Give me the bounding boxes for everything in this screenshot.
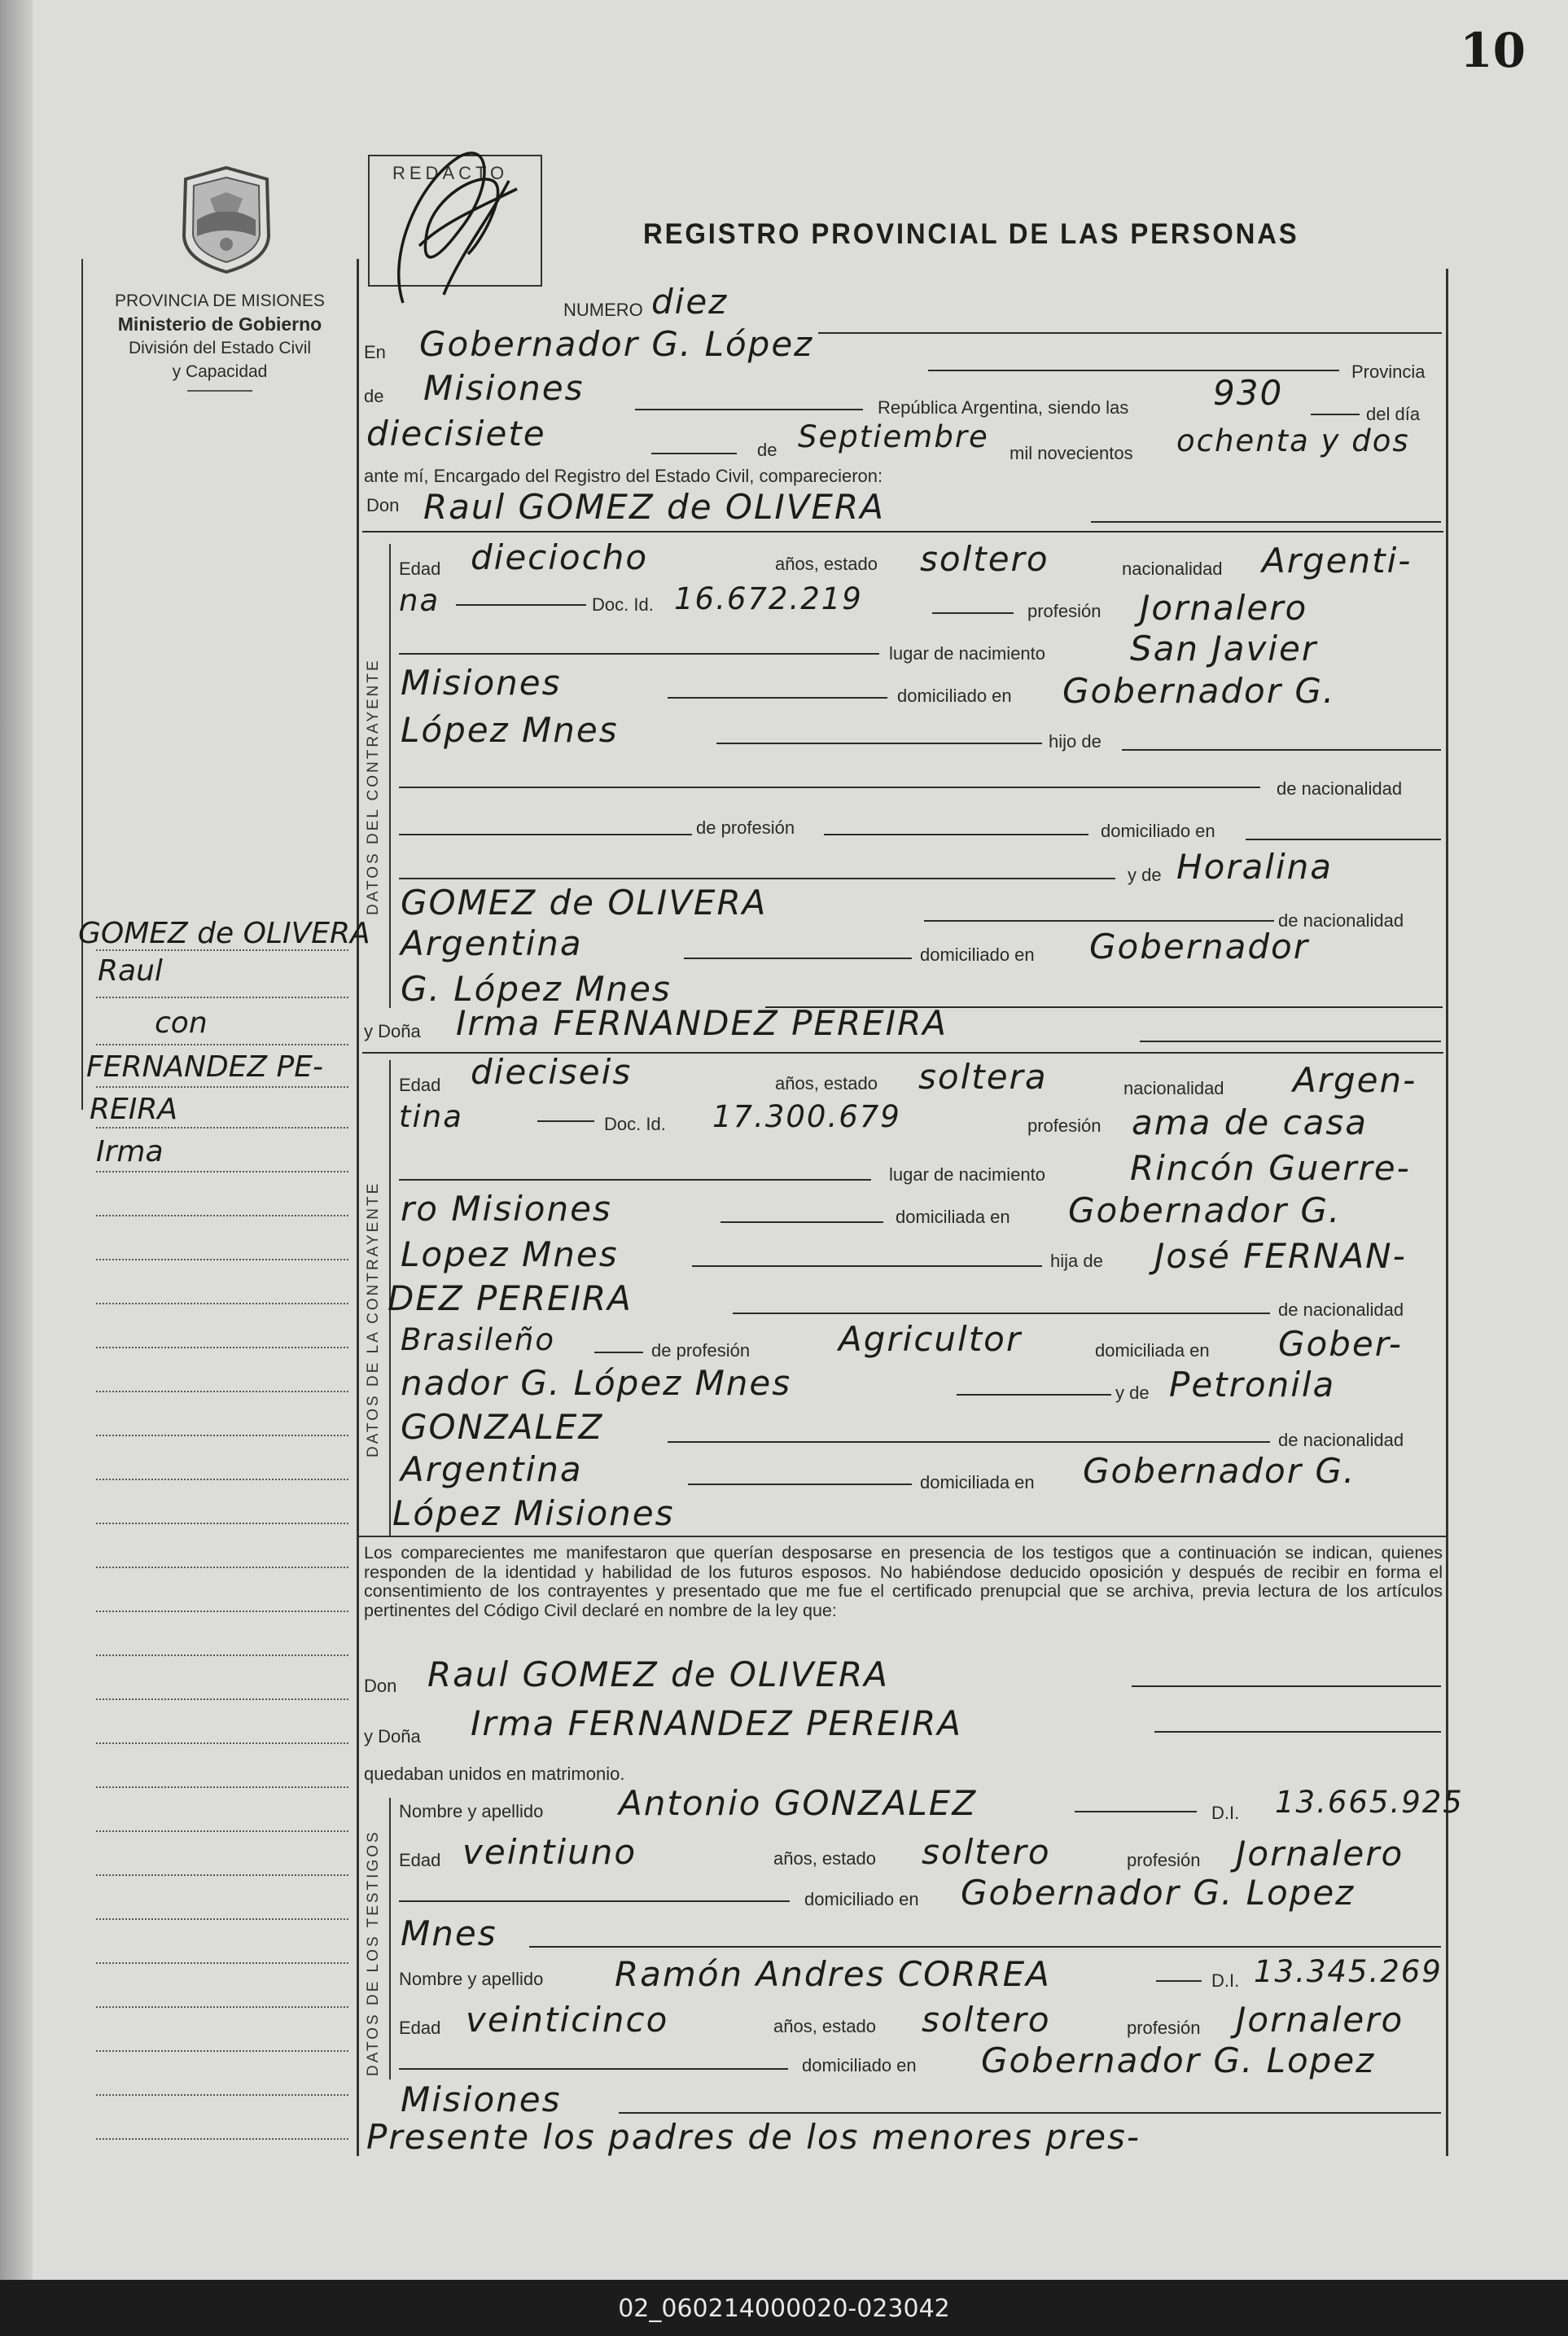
groom-mother-domicile-2: G. López Mnes bbox=[401, 969, 672, 1009]
margin-rule bbox=[96, 1435, 348, 1436]
bride-domicile-label: domiciliada en bbox=[896, 1207, 1010, 1227]
bride-mother-fill-line bbox=[668, 1441, 1270, 1443]
groom-doc-number: 16.672.219 bbox=[674, 581, 863, 616]
margin-rule bbox=[96, 1391, 348, 1392]
witness-section-label: DATOS DE LOS TESTIGOS bbox=[365, 1830, 382, 2076]
margin-rule bbox=[96, 1086, 348, 1088]
witness-1-estado-label: años, estado bbox=[773, 1848, 876, 1869]
groom-age: dieciocho bbox=[471, 537, 649, 577]
margin-rule bbox=[96, 2094, 348, 2096]
redacto-label: REDACTO bbox=[392, 163, 509, 183]
groom-father-nationality-label: de nacionalidad bbox=[1277, 778, 1403, 799]
groom-mother-label: y de bbox=[1128, 865, 1162, 885]
header-divider bbox=[187, 390, 252, 392]
groom-father-fill-line bbox=[1122, 749, 1441, 751]
year-value: ochenta y dos bbox=[1176, 423, 1410, 458]
bride-mother-label: y de bbox=[1115, 1383, 1150, 1403]
bride-father-domicile-1: Gober- bbox=[1278, 1324, 1403, 1364]
groom-nationality-1: Argenti- bbox=[1262, 541, 1413, 581]
margin-rule bbox=[96, 1654, 348, 1656]
groom-doc-label: Doc. Id. bbox=[592, 594, 654, 615]
scan-reference-code: 02_060214000020-023042 bbox=[618, 2294, 950, 2323]
closing-note: Presente los padres de los menores pres- bbox=[366, 2117, 1141, 2157]
witness-2-profesion-label: profesión bbox=[1127, 2018, 1201, 2038]
bride-father-1: José FERNAN- bbox=[1154, 1236, 1407, 1276]
groom-domicile-label: domiciliado en bbox=[897, 686, 1012, 706]
bride-birthplace-label: lugar de nacimiento bbox=[889, 1164, 1046, 1185]
province-label: PROVINCIA DE MISIONES bbox=[115, 291, 325, 310]
bride-estado-label: años, estado bbox=[775, 1073, 878, 1093]
groom-section-bracket bbox=[389, 544, 391, 1008]
declaration-groom-name: Raul GOMEZ de OLIVERA bbox=[427, 1654, 889, 1694]
groom-father-profession-label: de profesión bbox=[696, 817, 795, 838]
initials-signature bbox=[370, 132, 533, 327]
bride-hija-de-label: hija de bbox=[1050, 1251, 1103, 1271]
month-value: Septiembre bbox=[798, 419, 989, 454]
bride-mother-domicile-1: Gobernador G. bbox=[1083, 1451, 1356, 1491]
bride-profesion-label: profesión bbox=[1027, 1115, 1102, 1136]
en-label: En bbox=[364, 342, 386, 362]
witness-1-domicile-label: domiciliado en bbox=[804, 1889, 919, 1909]
margin-rule bbox=[96, 1918, 348, 1920]
margin-rule bbox=[96, 2050, 348, 2052]
margin-rule bbox=[96, 1567, 348, 1568]
bride-section-label: DATOS DE LA CONTRAYENTE bbox=[365, 1181, 382, 1457]
witness-section-bracket bbox=[389, 1798, 391, 2080]
bride-mother-2: GONZALEZ bbox=[401, 1407, 604, 1447]
bride-father-nationality-fill-line bbox=[594, 1352, 643, 1353]
witness-1-domicile-2-fill-line bbox=[529, 1946, 1441, 1948]
numero-label: NUMERO bbox=[563, 300, 643, 320]
groom-name-fill-line bbox=[1091, 521, 1441, 523]
bride-nationality-fill-line bbox=[537, 1120, 594, 1122]
bride-edad-label: Edad bbox=[399, 1075, 441, 1095]
witness-1-profesion-label: profesión bbox=[1127, 1850, 1201, 1870]
left-form-border bbox=[357, 259, 359, 2156]
bride-mother-nationality-label: de nacionalidad bbox=[1278, 1430, 1404, 1450]
margin-rule bbox=[96, 2006, 348, 2008]
province-fill-line bbox=[635, 409, 863, 410]
groom-civil-status: soltero bbox=[920, 539, 1049, 579]
declaration-bride-fill-line bbox=[1154, 1731, 1441, 1733]
margin-rule bbox=[96, 1171, 348, 1172]
bride-name: Irma FERNANDEZ PEREIRA bbox=[456, 1003, 948, 1043]
witness-1-di-label: D.I. bbox=[1211, 1803, 1240, 1823]
republica-label: República Argentina, siendo las bbox=[878, 397, 1129, 418]
groom-name-rule bbox=[362, 531, 1443, 533]
witness-1-name-fill-line bbox=[1075, 1811, 1197, 1812]
margin-rule bbox=[96, 1698, 348, 1700]
margin-rule bbox=[96, 1611, 348, 1612]
groom-nationality-2: na bbox=[399, 583, 440, 618]
groom-domicile-fill-line bbox=[668, 697, 887, 699]
bride-age: dieciseis bbox=[471, 1052, 633, 1092]
groom-estado-label: años, estado bbox=[775, 554, 878, 574]
groom-name: Raul GOMEZ de OLIVERA bbox=[423, 487, 885, 527]
location-fill-line bbox=[928, 370, 1339, 371]
bride-nationality-2: tina bbox=[399, 1099, 463, 1134]
witness-1-domicile-fill-line bbox=[399, 1900, 790, 1902]
groom-father-nationality-fill-line bbox=[399, 834, 692, 835]
witness-2-di: 13.345.269 bbox=[1254, 1954, 1443, 1989]
witness-2-domicile-fill-line bbox=[399, 2068, 788, 2070]
provincial-seal-icon bbox=[177, 163, 275, 277]
bride-father-profession: Agricultor bbox=[839, 1319, 1023, 1359]
witness-1-di: 13.665.925 bbox=[1275, 1785, 1464, 1820]
declaration-groom-fill-line bbox=[1132, 1685, 1441, 1687]
margin-note-line-2: Raul bbox=[98, 954, 163, 988]
declaration-don-label: Don bbox=[364, 1676, 397, 1696]
groom-domicile-2-fill-line bbox=[716, 743, 1042, 744]
bride-section-divider bbox=[358, 1536, 1446, 1537]
groom-father-domicile-fill-line bbox=[1246, 839, 1441, 840]
witness-1-name-label: Nombre y apellido bbox=[399, 1801, 544, 1821]
provincia-label: Provincia bbox=[1351, 362, 1426, 382]
margin-rule bbox=[96, 1127, 348, 1129]
groom-profession: Jornalero bbox=[1140, 588, 1308, 628]
bride-profession: ama de casa bbox=[1132, 1102, 1369, 1142]
witness-2-domicile-1: Gobernador G. Lopez bbox=[981, 2040, 1376, 2080]
bride-father-domicile-2-fill-line bbox=[957, 1394, 1111, 1396]
bride-father-nationality: Brasileño bbox=[401, 1322, 555, 1357]
bride-birthplace-2: ro Misiones bbox=[401, 1189, 612, 1229]
margin-rule bbox=[96, 1044, 348, 1045]
bride-birthplace-fill-line bbox=[399, 1179, 871, 1181]
hour-value: 930 bbox=[1213, 373, 1284, 413]
right-form-border bbox=[1446, 269, 1448, 2156]
groom-domicile-1: Gobernador G. bbox=[1062, 671, 1336, 711]
margin-rule bbox=[96, 1215, 348, 1216]
groom-mother-nationality: Argentina bbox=[401, 923, 583, 963]
margin-rule bbox=[96, 1523, 348, 1524]
groom-birthplace-2: Misiones bbox=[401, 663, 562, 703]
mil-novecientos-label: mil novecientos bbox=[1010, 443, 1133, 463]
bride-doc-number: 17.300.679 bbox=[712, 1099, 901, 1134]
witness-2-domicile-label: domiciliado en bbox=[802, 2055, 917, 2075]
witness-1-profession: Jornalero bbox=[1236, 1834, 1404, 1874]
page-binding-edge bbox=[0, 0, 33, 2280]
bride-father-nationality-label: de nacionalidad bbox=[1278, 1299, 1404, 1320]
groom-mother-nationality-label: de nacionalidad bbox=[1278, 910, 1404, 931]
bride-domicile-1: Gobernador G. bbox=[1068, 1190, 1342, 1230]
witness-1-name: Antonio GONZALEZ bbox=[619, 1783, 978, 1823]
groom-mother-domicile-1: Gobernador bbox=[1089, 927, 1309, 966]
groom-birthplace-1: San Javier bbox=[1130, 629, 1318, 668]
margin-rule bbox=[96, 1874, 348, 1876]
matrimony-statement: quedaban unidos en matrimonio. bbox=[364, 1764, 625, 1784]
numero-fill-line bbox=[818, 332, 1442, 334]
margin-note-line-4: FERNANDEZ PE- bbox=[86, 1050, 323, 1084]
hour-fill-line bbox=[1311, 414, 1360, 415]
page-number: 10 bbox=[1460, 23, 1526, 78]
margin-rule bbox=[96, 1479, 348, 1480]
issuer-block bbox=[81, 289, 358, 392]
dona-label: y Doña bbox=[364, 1021, 421, 1041]
margin-rule bbox=[96, 1303, 348, 1304]
groom-domicile-2: López Mnes bbox=[401, 710, 619, 750]
ministry-label: Ministerio de Gobierno bbox=[117, 313, 322, 335]
margin-rule bbox=[96, 1786, 348, 1788]
groom-mother-2: GOMEZ de OLIVERA bbox=[401, 883, 768, 923]
bride-civil-status: soltera bbox=[918, 1057, 1048, 1097]
witness-2-civil-status: soltero bbox=[922, 2000, 1051, 2040]
witness-2-di-label: D.I. bbox=[1211, 1970, 1240, 1991]
groom-doc-fill-line bbox=[932, 612, 1014, 614]
groom-section-label: DATOS DEL CONTRAYENTE bbox=[365, 658, 382, 915]
capacity-label: y Capacidad bbox=[172, 362, 268, 381]
bride-nationality-1: Argen- bbox=[1293, 1060, 1417, 1100]
bride-mother-nationality-fill-line bbox=[688, 1484, 912, 1485]
margin-rule bbox=[96, 2138, 348, 2140]
bride-mother-domicile-2: López Misiones bbox=[392, 1493, 675, 1533]
declaration-text: Los comparecientes me manifestaron que querían desposarse en presencia de los testigos que a continuación se indican, quienes responden de la identidad y habilidad de los futuros esposos. No habiéndose deducido oposición y después de recibir en forma el consentimiento de los contrayentes y presentado que me fue el certificado prenupcial que se archiva, previa lectura de los artículos pertinentes del Código Civil declaré en nombre de la ley que: bbox=[364, 1543, 1443, 1620]
page-title: REGISTRO PROVINCIAL DE LAS PERSONAS bbox=[643, 218, 1299, 250]
groom-father-domicile-2-fill-line bbox=[399, 878, 1115, 879]
groom-nationality-fill-line bbox=[456, 604, 586, 606]
day-value: diecisiete bbox=[366, 414, 546, 454]
witness-2-profession: Jornalero bbox=[1236, 2000, 1404, 2040]
del-dia-label: del día bbox=[1366, 404, 1421, 424]
bride-father-fill-line bbox=[733, 1313, 1270, 1314]
groom-nacionalidad-label: nacionalidad bbox=[1122, 559, 1223, 579]
witness-1-edad-label: Edad bbox=[399, 1850, 441, 1870]
groom-mother-1: Horalina bbox=[1176, 847, 1333, 887]
witness-2-name-fill-line bbox=[1156, 1980, 1202, 1982]
bride-father-domicile-label: domiciliada en bbox=[1095, 1340, 1210, 1361]
bride-mother-nationality: Argentina bbox=[401, 1449, 583, 1489]
margin-rule bbox=[96, 1830, 348, 1832]
groom-father-2-fill-line bbox=[399, 787, 1260, 788]
groom-birthplace-label: lugar de nacimiento bbox=[889, 643, 1046, 664]
bride-domicile-2: Lopez Mnes bbox=[401, 1234, 619, 1274]
left-margin-rule bbox=[81, 259, 83, 1110]
witness-1-age: veintiuno bbox=[462, 1832, 637, 1872]
margin-note-line-5: REIRA bbox=[90, 1093, 178, 1126]
de-mes-label: de bbox=[757, 440, 777, 460]
groom-birthplace-fill-line bbox=[399, 653, 879, 655]
location-value: Gobernador G. López bbox=[419, 324, 814, 364]
witness-2-domicile-2-fill-line bbox=[619, 2112, 1441, 2114]
declaration-dona-label: y Doña bbox=[364, 1726, 421, 1747]
province-value: Misiones bbox=[423, 368, 585, 408]
groom-mother-fill-line bbox=[924, 920, 1274, 922]
witness-2-age: veinticinco bbox=[466, 2000, 669, 2040]
groom-father-profession-fill-line bbox=[824, 834, 1088, 835]
witness-2-domicile-2: Misiones bbox=[401, 2080, 562, 2119]
groom-hijo-de-label: hijo de bbox=[1049, 731, 1102, 752]
bride-birthplace-1: Rincón Guerre- bbox=[1130, 1148, 1411, 1188]
bride-father-2: DEZ PEREIRA bbox=[388, 1278, 633, 1318]
bride-doc-label: Doc. Id. bbox=[604, 1114, 666, 1134]
don-label: Don bbox=[366, 495, 400, 515]
bride-name-fill-line bbox=[1140, 1041, 1441, 1042]
groom-father-domicile-label: domiciliado en bbox=[1101, 821, 1215, 841]
margin-rule bbox=[96, 1742, 348, 1744]
day-fill-line bbox=[651, 453, 737, 454]
witness-1-domicile-1: Gobernador G. Lopez bbox=[961, 1873, 1356, 1913]
bride-nacionalidad-label: nacionalidad bbox=[1123, 1078, 1224, 1098]
bride-father-domicile-2: nador G. López Mnes bbox=[401, 1363, 792, 1403]
margin-note-line-1: GOMEZ de OLIVERA bbox=[78, 917, 370, 950]
groom-profesion-label: profesión bbox=[1027, 601, 1102, 621]
margin-note-line-3: con bbox=[155, 1006, 208, 1040]
ante-mi-label: ante mí, Encargado del Registro del Estado Civil, comparecieron: bbox=[364, 466, 883, 486]
witness-2-name-label: Nombre y apellido bbox=[399, 1969, 544, 1989]
bride-father-profession-label: de profesión bbox=[651, 1340, 751, 1361]
division-label: División del Estado Civil bbox=[128, 339, 312, 357]
witness-2-edad-label: Edad bbox=[399, 2018, 441, 2038]
margin-rule bbox=[96, 1259, 348, 1260]
margin-rule bbox=[96, 997, 348, 998]
margin-rule bbox=[96, 1347, 348, 1348]
bride-mother-domicile-label: domiciliada en bbox=[920, 1472, 1035, 1492]
margin-note-line-6: Irma bbox=[96, 1135, 164, 1168]
declaration-bride-name: Irma FERNANDEZ PEREIRA bbox=[471, 1703, 962, 1743]
witness-1-domicile-2: Mnes bbox=[401, 1913, 497, 1953]
margin-rule bbox=[96, 1962, 348, 1964]
bride-domicile-2-fill-line bbox=[692, 1265, 1042, 1267]
groom-mother-domicile-label: domiciliado en bbox=[920, 944, 1035, 965]
margin-rule bbox=[96, 949, 348, 951]
witness-2-name: Ramón Andres CORREA bbox=[615, 1954, 1051, 1994]
bride-mother-1: Petronila bbox=[1169, 1365, 1336, 1405]
de-label: de bbox=[364, 386, 384, 406]
bride-domicile-fill-line bbox=[720, 1221, 883, 1223]
groom-edad-label: Edad bbox=[399, 559, 441, 579]
witness-2-estado-label: años, estado bbox=[773, 2016, 876, 2036]
groom-mother-nationality-fill-line bbox=[684, 958, 912, 959]
numero-value: diez bbox=[651, 282, 729, 322]
witness-1-civil-status: soltero bbox=[922, 1832, 1051, 1872]
